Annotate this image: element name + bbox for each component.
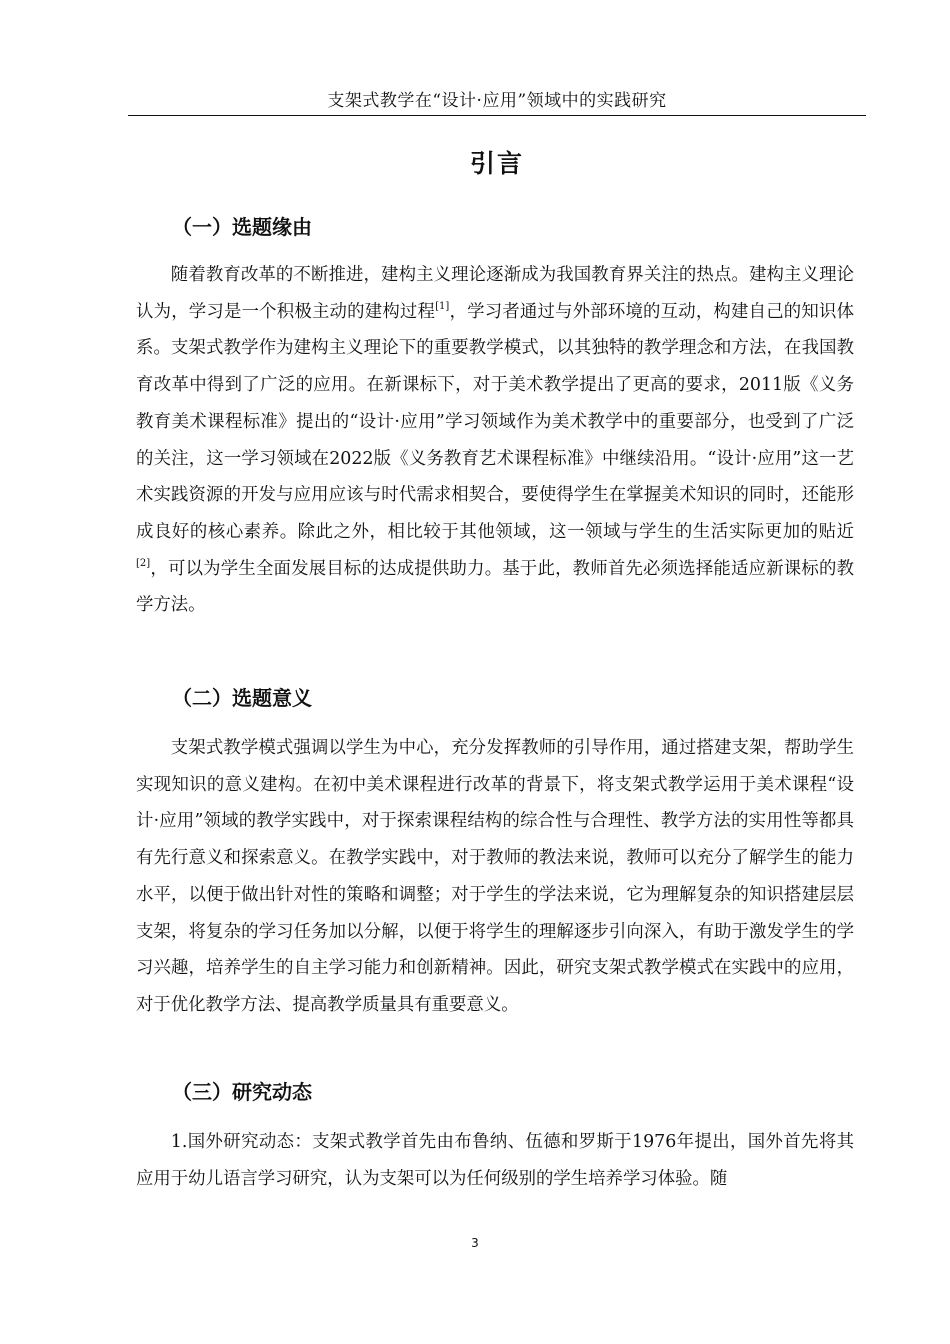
- section-heading-research-status: （三）研究动态: [172, 1080, 312, 1104]
- paragraph-research-status: 1.国外研究动态：支架式教学首先由布鲁纳、伍德和罗斯于1976年提出，国外首先将其应用于幼儿语言学习研究，认为支架可以为任何级别的学生培养学习体验。随: [136, 1132, 854, 1189]
- paragraph-reason-part1: 随着教育改革的不断推进，建构主义理论逐渐成为我国教育界关注的热点。建构主义理论认为，学习是一个积极主动的建构过程: [136, 265, 854, 322]
- paragraph-reason-part2: ，学习者通过与外部环境的互动，构建自己的知识体系。支架式教学作为建构主义理论下的重要教学模式，以其独特的教学理念和方法，在我国教育改革中得到了广泛的应用。在新课标下，对于美术教学提出了更高的要求，2011版《义务教育美术课程标准》提出的“设计·应用”学习领域作为美术教学中的重要部分，也受到了广泛的关注，这一学习领域在2022版《义务教育艺术课程标准》中继续沿用。“设计·应用”这一艺术实践资源的开发与应用应该与时代需求相契合，要使得学生在掌握美术知识的同时，还能形成良好的核心素养。除此之外，相比较于其他领域，这一领域与学生的生活实际更加的贴近: [136, 301, 854, 542]
- citation-2: [2]: [136, 557, 151, 569]
- header-rule: [128, 115, 866, 116]
- paragraph-reason: [136, 257, 854, 624]
- paragraph-significance: 支架式教学模式强调以学生为中心，充分发挥教师的引导作用，通过搭建支架，帮助学生实现知识的意义建构。在初中美术课程进行改革的背景下，将支架式教学运用于美术课程“设计·应用”领域的教学实践中，对于探索课程结构的综合性与合理性、教学方法的实用性等都具有先行意义和探索意义。在教学实践中，对于教师的教法来说，教师可以充分了解学生的能力水平，以便于做出针对性的策略和调整；对于学生的学法来说，它为理解复杂的知识搭建层层支架，将复杂的学习任务加以分解，以便于将学生的理解逐步引向深入，有助于激发学生的学习兴趣，培养学生的自主学习能力和创新精神。因此，研究支架式教学模式在实践中的应用，对于优化教学方法、提高教学质量具有重要意义。: [136, 738, 854, 1015]
- section-heading-reason: （一）选题缘由: [172, 215, 312, 239]
- section-heading-significance: （二）选题意义: [172, 686, 312, 710]
- running-header: 支架式教学在“设计·应用”领域中的实践研究: [327, 91, 667, 111]
- citation-1: [1]: [435, 300, 450, 312]
- paragraph-reason-part3: ，可以为学生全面发展目标的达成提供助力。基于此，教师首先必须选择能适应新课标的教学方法。: [136, 558, 854, 616]
- page-title: 引言: [469, 149, 524, 178]
- page-number: 3: [471, 1236, 479, 1250]
